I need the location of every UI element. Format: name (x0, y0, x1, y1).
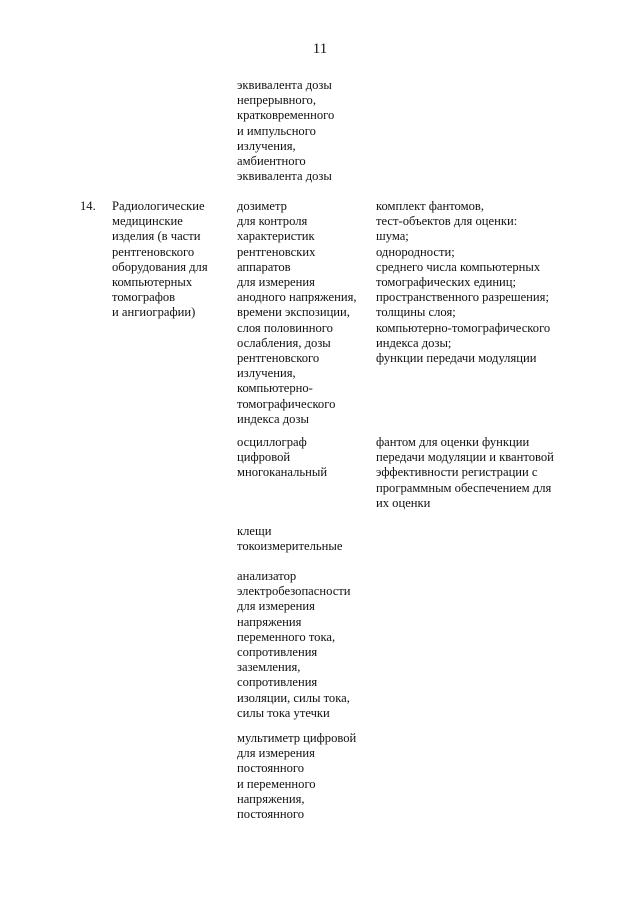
phantom-mtf-text: фантом для оценки функции передачи модуляции и квантовой эффективности регистрации с программным обеспечением для их оценки (376, 435, 554, 510)
device-category-name: Радиологические медицинские изделия (в части рентгеновского оборудования для компьютерных томографов и ангиографии) (112, 199, 208, 320)
instrument-dosimeter: дозиметр для контроля характеристик рентгеновских аппаратов для измерения анодного напряжения, времени экспозиции, слоя половинного ослабления, дозы рентгеновского излучения, компьютерно- томографического индекса дозы (237, 199, 357, 426)
row-number: 14. (80, 199, 96, 213)
page-number: 11 (312, 41, 328, 57)
instrument-electrical-safety-analyzer: анализатор электробезопасности для измерения напряжения переменного тока, сопротивления заземления, сопротивления изоляции, силы тока, силы тока утечки (237, 569, 351, 720)
continued-instrument-text: эквивалента дозы непрерывного, кратковременного и импульсного излучения, амбиентного эквивалента дозы (237, 78, 335, 184)
instrument-digital-multimeter: мультиметр цифровой для измерения постоянного и переменного напряжения, постоянного (237, 731, 357, 822)
phantom-kit-text: комплект фантомов, тест-объектов для оценки: шума; однородности; среднего числа компьютерных томографических единиц; пространственного разрешения; толщины слоя; компьютерно-томографического индекса дозы; функции передачи модуляции (376, 199, 551, 366)
instrument-current-clamp: клещи токоизмерительные (237, 524, 343, 554)
instrument-oscilloscope: осциллограф цифровой многоканальный (237, 435, 328, 480)
